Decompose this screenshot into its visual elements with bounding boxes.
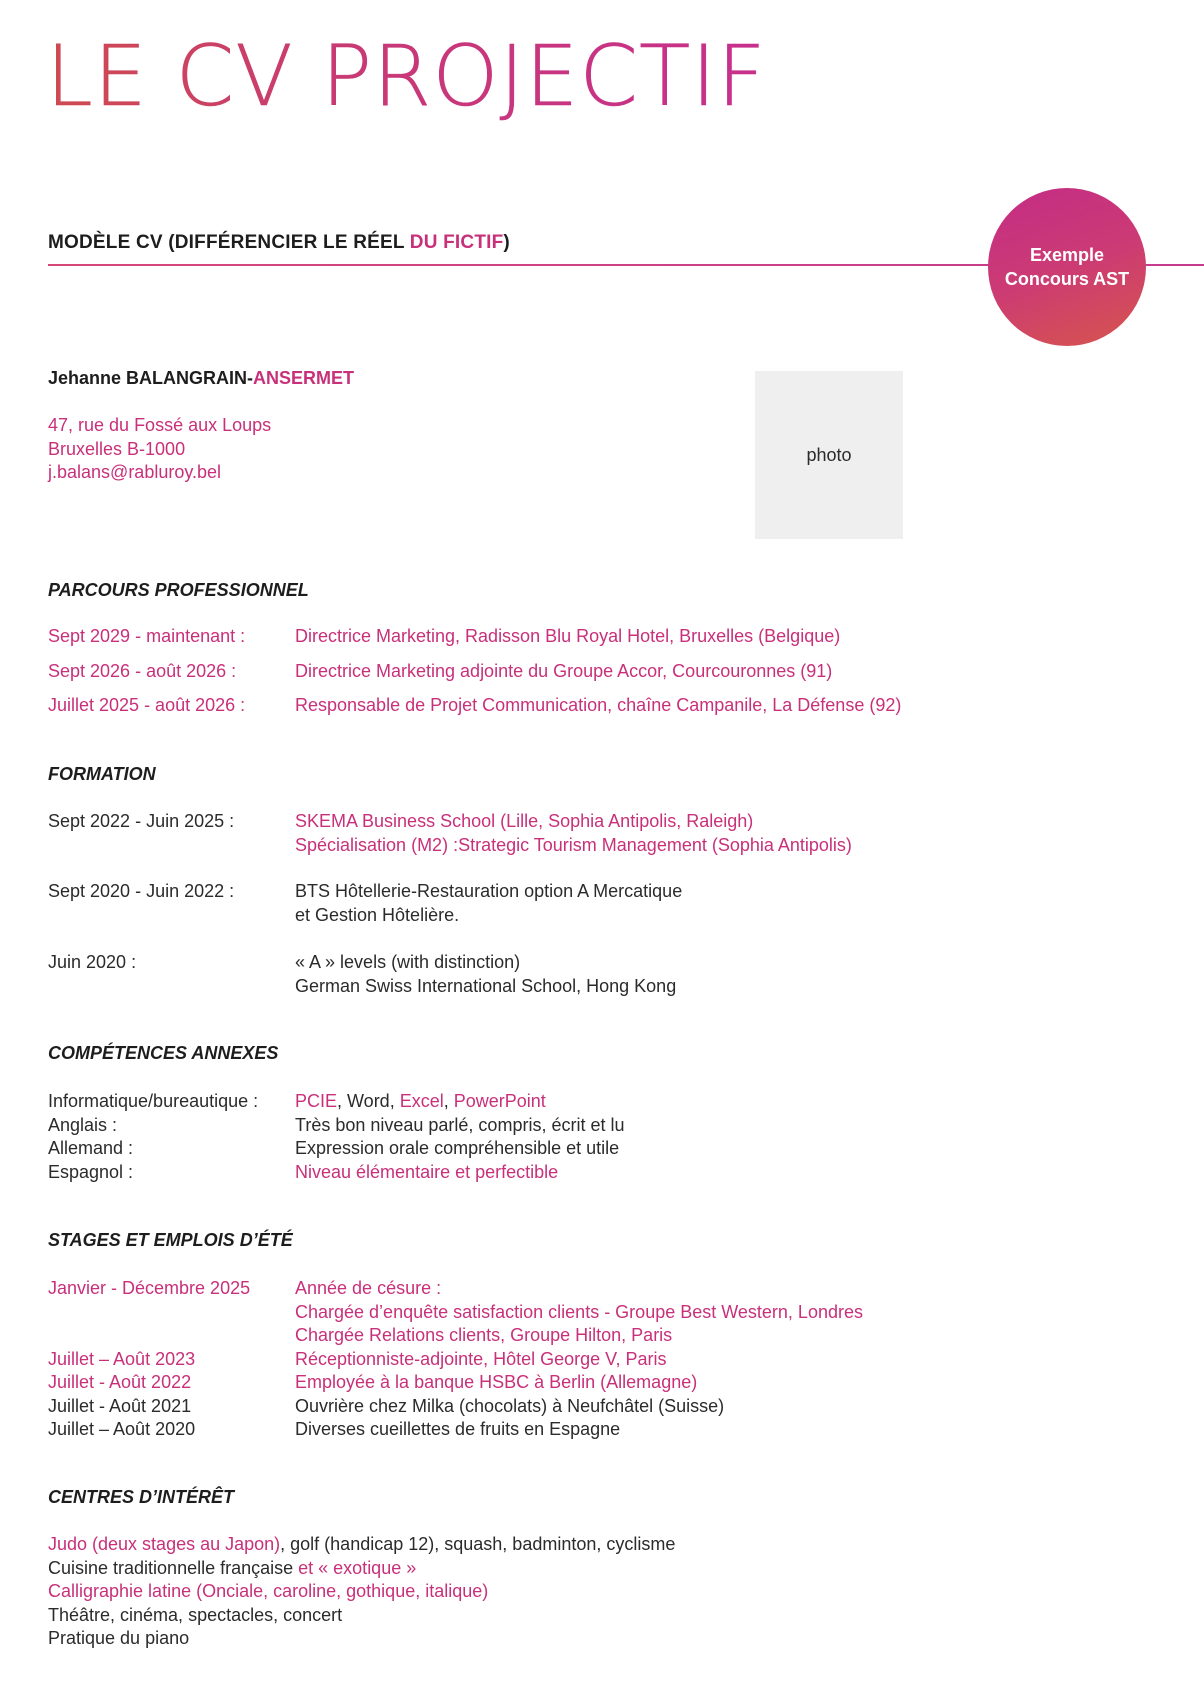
experience-description: Responsable de Projet Communication, chaîne Campanile, La Défense (92) [295, 695, 902, 715]
photo-placeholder [755, 371, 903, 539]
subtitle-accent: DU FICTIF [409, 232, 504, 253]
skills-labels [48, 1090, 258, 1184]
education-line: et Gestion Hôtelière. [295, 904, 460, 925]
experience-date: Juillet 2025 - août 2026 : [48, 695, 246, 715]
skill-label: Anglais : [48, 1114, 118, 1135]
experience-date: Sept 2029 - maintenant : [48, 626, 246, 646]
internship-date: Juillet – Août 2023 [48, 1348, 196, 1369]
badge-line-2: Concours AST [1004, 269, 1130, 289]
section-title-stages: STAGES ET EMPLOIS D’ÉTÉ [48, 1230, 293, 1250]
skill-separator: , Word, [337, 1091, 400, 1111]
education-line: « A » levels (with distinction) [295, 952, 521, 972]
education-date: Sept 2020 - Juin 2022 : [48, 881, 235, 901]
skills-values [295, 1090, 624, 1184]
skill-powerpoint: PowerPoint [453, 1091, 546, 1111]
experience-date: Sept 2026 - août 2026 : [48, 661, 237, 681]
skill-value-espagnol: Niveau élémentaire et perfectible [295, 1161, 559, 1182]
internship-date-spacer [48, 1301, 250, 1325]
internship-date: Janvier - Décembre 2025 [48, 1278, 251, 1298]
skill-pcie: PCIE [295, 1091, 338, 1111]
photo-label: photo [806, 444, 852, 465]
internship-description: Réceptionniste-adjointe, Hôtel George V, Paris [295, 1348, 667, 1369]
candidate-name [48, 368, 354, 389]
skill-label: Allemand : [48, 1138, 134, 1158]
internship-description: Chargée Relations clients, Groupe Hilton, Paris [295, 1325, 673, 1345]
contact-block [48, 414, 271, 485]
skill-label: Espagnol : [48, 1161, 134, 1182]
education-line: BTS Hôtellerie-Restauration option A Mercatique [295, 881, 683, 901]
education-description [295, 951, 676, 998]
education-date: Juin 2020 : [48, 952, 137, 972]
skill-excel: Excel [399, 1091, 444, 1111]
page-title: LE CV PROJECTIF [46, 27, 767, 125]
address-line-1: 47, rue du Fossé aux Loups [48, 415, 272, 435]
document-subtitle [48, 232, 510, 254]
interest-text: , golf (handicap 12), squash, badminton, cyclisme [280, 1534, 676, 1554]
internship-description: Ouvrière chez Milka (chocolats) à Neufchâtel (Suisse) [295, 1395, 725, 1416]
section-title-interets: CENTRES D’INTÉRÊT [48, 1487, 235, 1507]
badge-line-1: Exemple [1029, 245, 1105, 265]
education-date: Sept 2022 - Juin 2025 : [48, 811, 235, 831]
internship-description: Diverses cueillettes de fruits en Espagne [295, 1419, 621, 1439]
section-title-parcours: PARCOURS PROFESSIONNEL [48, 580, 309, 600]
interest-line: Théâtre, cinéma, spectacles, concert [48, 1604, 343, 1625]
internship-dates [48, 1277, 250, 1442]
subtitle-end: ) [503, 232, 510, 253]
skill-separator: , [443, 1091, 454, 1111]
email-address: j.balans@rabluroy.bel [48, 462, 222, 482]
subtitle-text: MODÈLE CV (DIFFÉRENCIER LE RÉEL [48, 232, 410, 253]
interest-line [48, 1533, 675, 1557]
internship-date: Juillet - Août 2022 [48, 1372, 192, 1392]
skill-value-allemand: Expression orale compréhensible et utile [295, 1138, 620, 1158]
interest-accent: Judo (deux stages au Japon) [48, 1534, 281, 1554]
experience-description: Directrice Marketing, Radisson Blu Royal Hotel, Bruxelles (Belgique) [295, 626, 841, 646]
education-line: Spécialisation (M2) :Strategic Tourism Management (Sophia Antipolis) [295, 834, 852, 855]
skill-label: Informatique/bureautique : [48, 1091, 259, 1111]
education-description [295, 810, 852, 857]
interest-line [48, 1557, 675, 1581]
example-badge [988, 188, 1146, 346]
name-accent-part: ANSERMET [253, 368, 355, 388]
internship-date: Juillet - Août 2021 [48, 1395, 192, 1416]
section-title-competences: COMPÉTENCES ANNEXES [48, 1043, 279, 1063]
address-line-2: Bruxelles B-1000 [48, 438, 186, 459]
internship-descriptions [295, 1277, 863, 1442]
education-line: German Swiss International School, Hong Kong [295, 975, 677, 996]
skill-value-anglais: Très bon niveau parlé, compris, écrit et lu [295, 1114, 625, 1135]
internship-description: Employée à la banque HSBC à Berlin (Allemagne) [295, 1372, 698, 1392]
education-line: SKEMA Business School (Lille, Sophia Antipolis, Raleigh) [295, 811, 754, 831]
internship-date: Juillet – Août 2020 [48, 1419, 196, 1439]
interest-line: Pratique du piano [48, 1628, 190, 1648]
education-description [295, 880, 682, 927]
skills-block [48, 1090, 1048, 1186]
internship-description: Chargée d’enquête satisfaction clients - Groupe Best Western, Londres [295, 1301, 863, 1322]
internship-date-spacer [48, 1324, 250, 1348]
internships-block [48, 1277, 1048, 1443]
section-title-formation: FORMATION [48, 764, 156, 784]
interests-block [48, 1533, 675, 1651]
interest-line: Calligraphie latine (Onciale, caroline, gothique, italique) [48, 1581, 489, 1601]
interest-text: Cuisine traditionnelle française [48, 1557, 299, 1578]
experience-description: Directrice Marketing adjointe du Groupe Accor, Courcouronnes (91) [295, 661, 833, 681]
name-first-part: Jehanne BALANGRAIN- [48, 368, 254, 388]
interest-accent: et « exotique » [298, 1557, 417, 1578]
skill-value-it [295, 1090, 624, 1114]
internship-description: Année de césure : [295, 1278, 442, 1298]
